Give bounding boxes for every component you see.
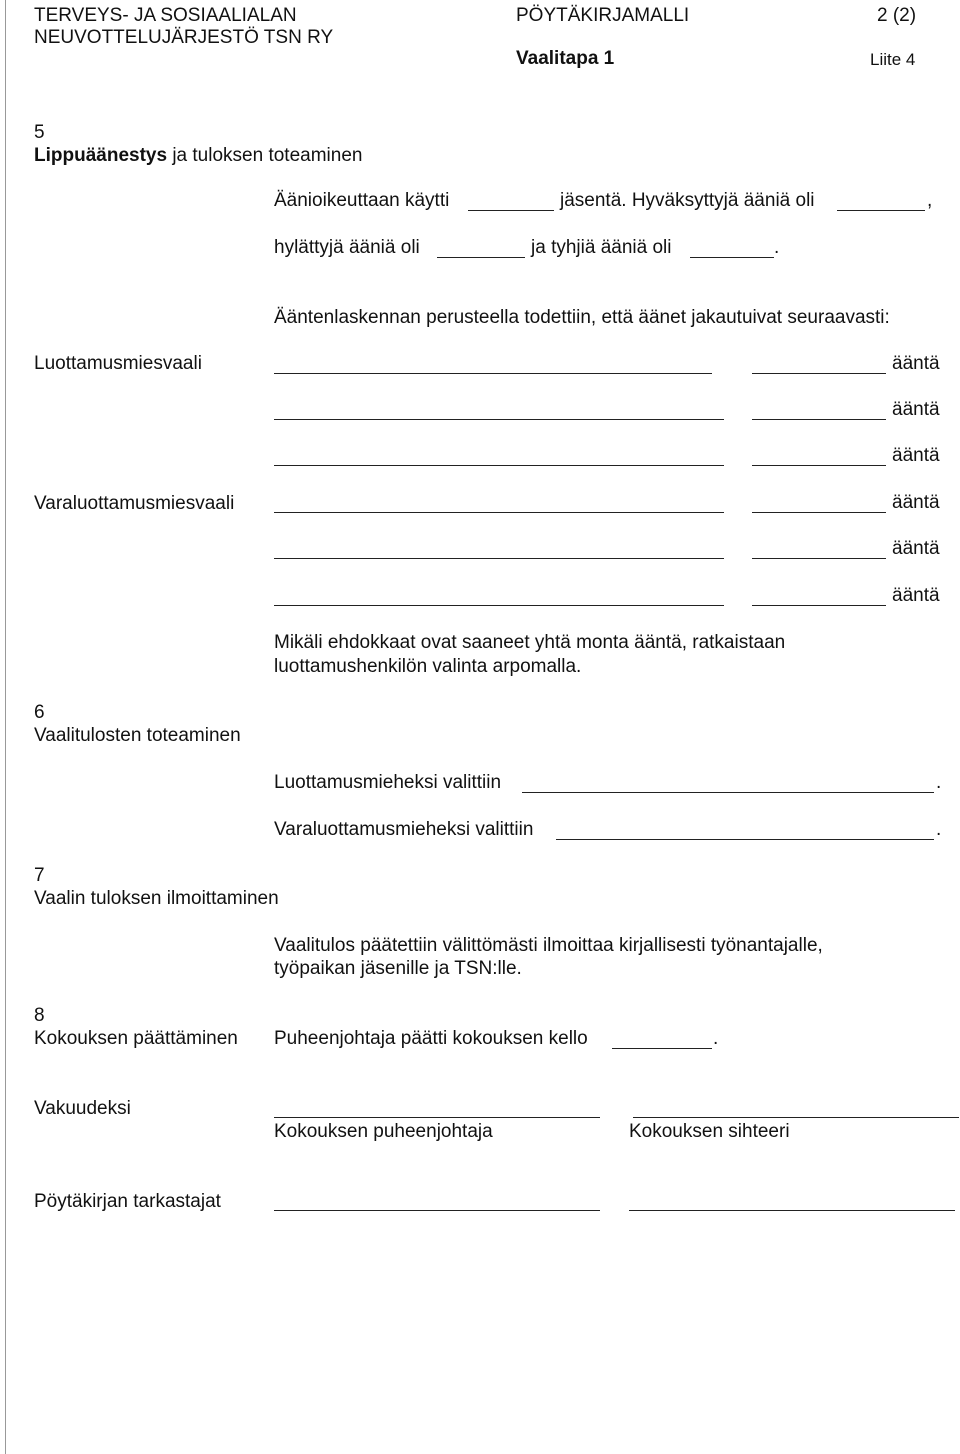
section-7-number: 7: [34, 865, 45, 886]
period: .: [713, 1028, 719, 1049]
reviewer-1-signature-line[interactable]: [274, 1210, 600, 1211]
reviewers-label: Pöytäkirjan tarkastajat: [34, 1191, 221, 1212]
candidate-votes-field[interactable]: [752, 558, 886, 559]
section-6-title: Vaalitulosten toteaminen: [34, 725, 241, 746]
signatures-label: Vakuudeksi: [34, 1098, 131, 1119]
closing-time-label: Puheenjohtaja päätti kokouksen kello: [274, 1028, 588, 1049]
candidate-name-field[interactable]: [274, 558, 724, 559]
section-8-number: 8: [34, 1005, 45, 1026]
rejected-count-field[interactable]: [437, 257, 525, 258]
page-number: 2 (2): [877, 5, 917, 26]
document-subtitle: Vaalitapa 1: [516, 48, 615, 69]
accepted-count-field[interactable]: [837, 210, 925, 211]
votes-unit: ääntä: [892, 492, 940, 513]
announcement-line1: Vaalitulos päätettiin välittömästi ilmoittaa kirjallisesti työnantajalle,: [274, 935, 823, 956]
elected-deputy-field[interactable]: [556, 839, 934, 840]
period: .: [936, 772, 942, 793]
reviewer-2-signature-line[interactable]: [629, 1210, 955, 1211]
section-5-title-bold: Lippuäänestys: [34, 145, 168, 166]
candidate-votes-field[interactable]: [752, 465, 886, 466]
main-election-label: Luottamusmiesvaali: [34, 353, 202, 374]
section-5-number: 5: [34, 122, 45, 143]
chair-signature-line[interactable]: [274, 1117, 600, 1118]
section-8-title: Kokouksen päättäminen: [34, 1028, 238, 1049]
secretary-signature-line[interactable]: [633, 1117, 959, 1118]
elected-main-field[interactable]: [522, 792, 934, 793]
candidate-name-field[interactable]: [274, 512, 724, 513]
rejected-label: hylättyjä ääniä oli: [274, 237, 420, 258]
secretary-signature-caption: Kokouksen sihteeri: [629, 1121, 790, 1142]
period: .: [774, 237, 780, 258]
chair-signature-caption: Kokouksen puheenjohtaja: [274, 1121, 493, 1142]
period: .: [936, 819, 942, 840]
votes-unit: ääntä: [892, 445, 940, 466]
deputy-election-label: Varaluottamusmiesvaali: [34, 493, 235, 514]
votes-unit: ääntä: [892, 353, 940, 374]
attachment-label: Liite 4: [870, 50, 916, 69]
left-margin-rule: [5, 0, 6, 1454]
blank-count-field[interactable]: [690, 257, 774, 258]
candidate-name-field[interactable]: [274, 605, 724, 606]
closing-time-field[interactable]: [612, 1048, 712, 1049]
announcement-line2: työpaikan jäsenille ja TSN:lle.: [274, 958, 522, 979]
org-name-line2: NEUVOTTELUJÄRJESTÖ TSN RY: [34, 27, 334, 48]
blank-label: ja tyhjiä ääniä oli: [531, 237, 672, 258]
vote-count-intro: Ääntenlaskennan perusteella todettiin, että äänet jakautuivat seuraavasti:: [274, 307, 890, 328]
elected-deputy-label: Varaluottamusmieheksi valittiin: [274, 819, 534, 840]
tie-note-line2: luottamushenkilön valinta arpomalla.: [274, 656, 582, 677]
candidate-name-field[interactable]: [274, 373, 712, 374]
votes-unit: ääntä: [892, 585, 940, 606]
votes-unit: ääntä: [892, 538, 940, 559]
candidate-votes-field[interactable]: [752, 419, 886, 420]
elected-main-label: Luottamusmieheksi valittiin: [274, 772, 502, 793]
candidate-votes-field[interactable]: [752, 605, 886, 606]
candidate-votes-field[interactable]: [752, 373, 886, 374]
candidate-name-field[interactable]: [274, 465, 724, 466]
org-name-line1: TERVEYS- JA SOSIAALIALAN: [34, 5, 297, 26]
section-6-number: 6: [34, 702, 45, 723]
candidate-name-field[interactable]: [274, 419, 724, 420]
candidate-votes-field[interactable]: [752, 512, 886, 513]
document-title: PÖYTÄKIRJAMALLI: [516, 5, 690, 26]
tie-note-line1: Mikäli ehdokkaat ovat saaneet yhtä monta ääntä, ratkaistaan: [274, 632, 786, 653]
voted-label: Äänioikeuttaan käytti: [274, 190, 450, 211]
voted-count-field[interactable]: [468, 210, 554, 211]
votes-unit: ääntä: [892, 399, 940, 420]
accepted-label: jäsentä. Hyväksyttyjä ääniä oli: [560, 190, 815, 211]
section-7-title: Vaalin tuloksen ilmoittaminen: [34, 888, 279, 909]
section-5-title-rest: ja tuloksen toteaminen: [167, 145, 363, 166]
section-5-title: [34, 145, 362, 167]
comma: ,: [927, 190, 933, 211]
